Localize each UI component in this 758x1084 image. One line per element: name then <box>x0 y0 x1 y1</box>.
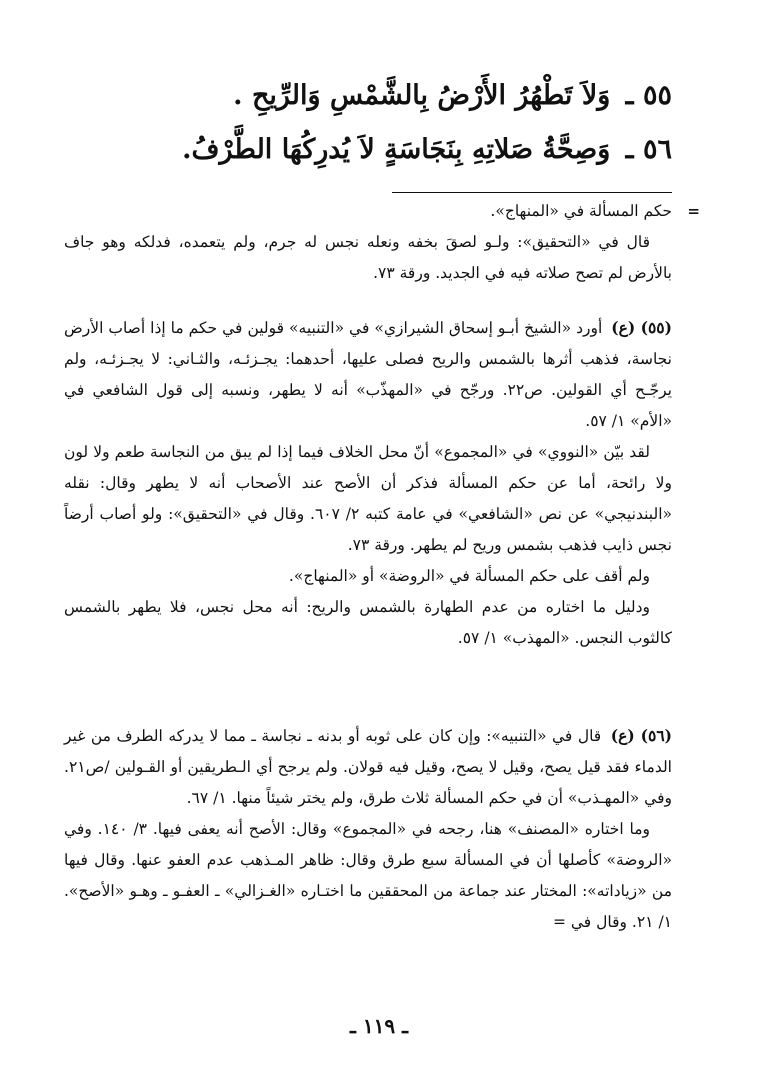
commentary-entry-56 <box>64 720 672 938</box>
entry-text: قال في «التنبيه»: وإن كان على ثوبه أو بدنه ـ نجاسة ـ مما لا يدركه الطرف من غير الدماء فقد قيل يصح، وقيل لا يصح، وقيل فيه قولان. ولم يرجح أي الـطريقين أو القـولين /ص٢١. وفي «المهـذب» أن في حكم المسألة ثلاث طرق، ولم يختر شيئاً منها. ١/ ٦٧. <box>64 727 672 807</box>
entry-paragraph: ولم أقف على حكم المسألة في «الروضة» أو «المنهاج». <box>288 567 650 585</box>
footnote-heading: حكم المسألة في «المنهاج». <box>490 202 672 220</box>
continuation-marker: = <box>687 202 700 220</box>
entry-number: (٥٥) (ع) <box>611 318 672 337</box>
footnote-continuation <box>64 196 700 289</box>
entry-text: أورد «الشيخ أبـو إسحاق الشيرازي» في «التنبيه» قولين في حكم ما إذا أصاب الأرض نجاسة، فذهب أثرها بالشمس والريح فصلى عليها، أحدهما: يجـزئـه، والثـاني: لا يجـزئـه، ولم يرجّـح أي القولين. ص٢٢. ورجّح في «المهذّب» أنه لا يطهر، ونسبه إلى قول الشافعي في «الأم» ١/ ٥٧. <box>64 319 672 430</box>
page-number: ـ ١١٩ ـ <box>350 1014 408 1038</box>
footnote-divider <box>392 192 672 193</box>
entry-paragraph: وما اختاره «المصنف» هنا، رجحه في «المجموع» وقال: الأصح أنه يعفى فيها. ٣/ ١٤٠. وفي «الروضة» كأصلها أن في المسألة سبع طرق وقال: ظاهر المـذهب عدم العفو عنها. وقال فيها من «زياداته»: المختار عند جماعة من المحققين ما اختـاره «الغـزالي» ـ العفـو ـ وهـو «الأصح». ١/ ٢١. وقال في = <box>64 820 672 931</box>
verse-text: وَصِحَّةُ صَلاتِهِ بِنَجَاسَةٍ لاَ يُدرِكُهَا الطَّرْفُ. <box>182 134 611 165</box>
entry-number: (٥٦) (ع) <box>610 726 672 745</box>
verse-text: وَلاَ تَطْهُرُ الأَرْضُ بِالشَّمْسِ وَالرِّيحِ . <box>233 80 611 111</box>
entry-paragraph <box>64 312 672 437</box>
entry-paragraph: ودليل ما اختاره من عدم الطهارة بالشمس والريح: أنه محل نجس، فلا يطهر بالشمس كالثوب النجس. «المهذب» ١/ ٥٧. <box>64 598 672 647</box>
footnote-heading-line <box>64 196 700 227</box>
entry-paragraph: لقد بيّن «النووي» في «المجموع» أنّ محل الخلاف فيما إذا لم يبق من النجاسة طعم ولا لون ولا رائحة، أما عن حكم المسألة فذكر أن الأصح عند الأصحاب أنه لا يطهر وقال: نقله «البندنيجي» عن نص «الشافعي» في عامة كتبه ٢/ ٦٠٧. وقال في «التحقيق»: ولو أصاب أرضاً نجس ذايب فذهب بشمس وريح لم يطهر. ورقة ٧٣. <box>64 443 672 554</box>
entry-paragraph <box>64 720 672 814</box>
verse-55 <box>60 76 672 116</box>
verse-number: ٥٦ ـ <box>625 134 672 165</box>
verse-56 <box>60 130 672 170</box>
verse-number: ٥٥ ـ <box>625 80 672 111</box>
commentary-entry-55 <box>64 312 672 654</box>
footnote-body: قال في «التحقيق»: ولـو لصقَ بخفه ونعله نجس له جرم، ولم يتعمده، فدلكه وهو جاف بالأرض لم تصح صلاته فيه في الجديد. ورقة ٧٣. <box>64 233 672 282</box>
